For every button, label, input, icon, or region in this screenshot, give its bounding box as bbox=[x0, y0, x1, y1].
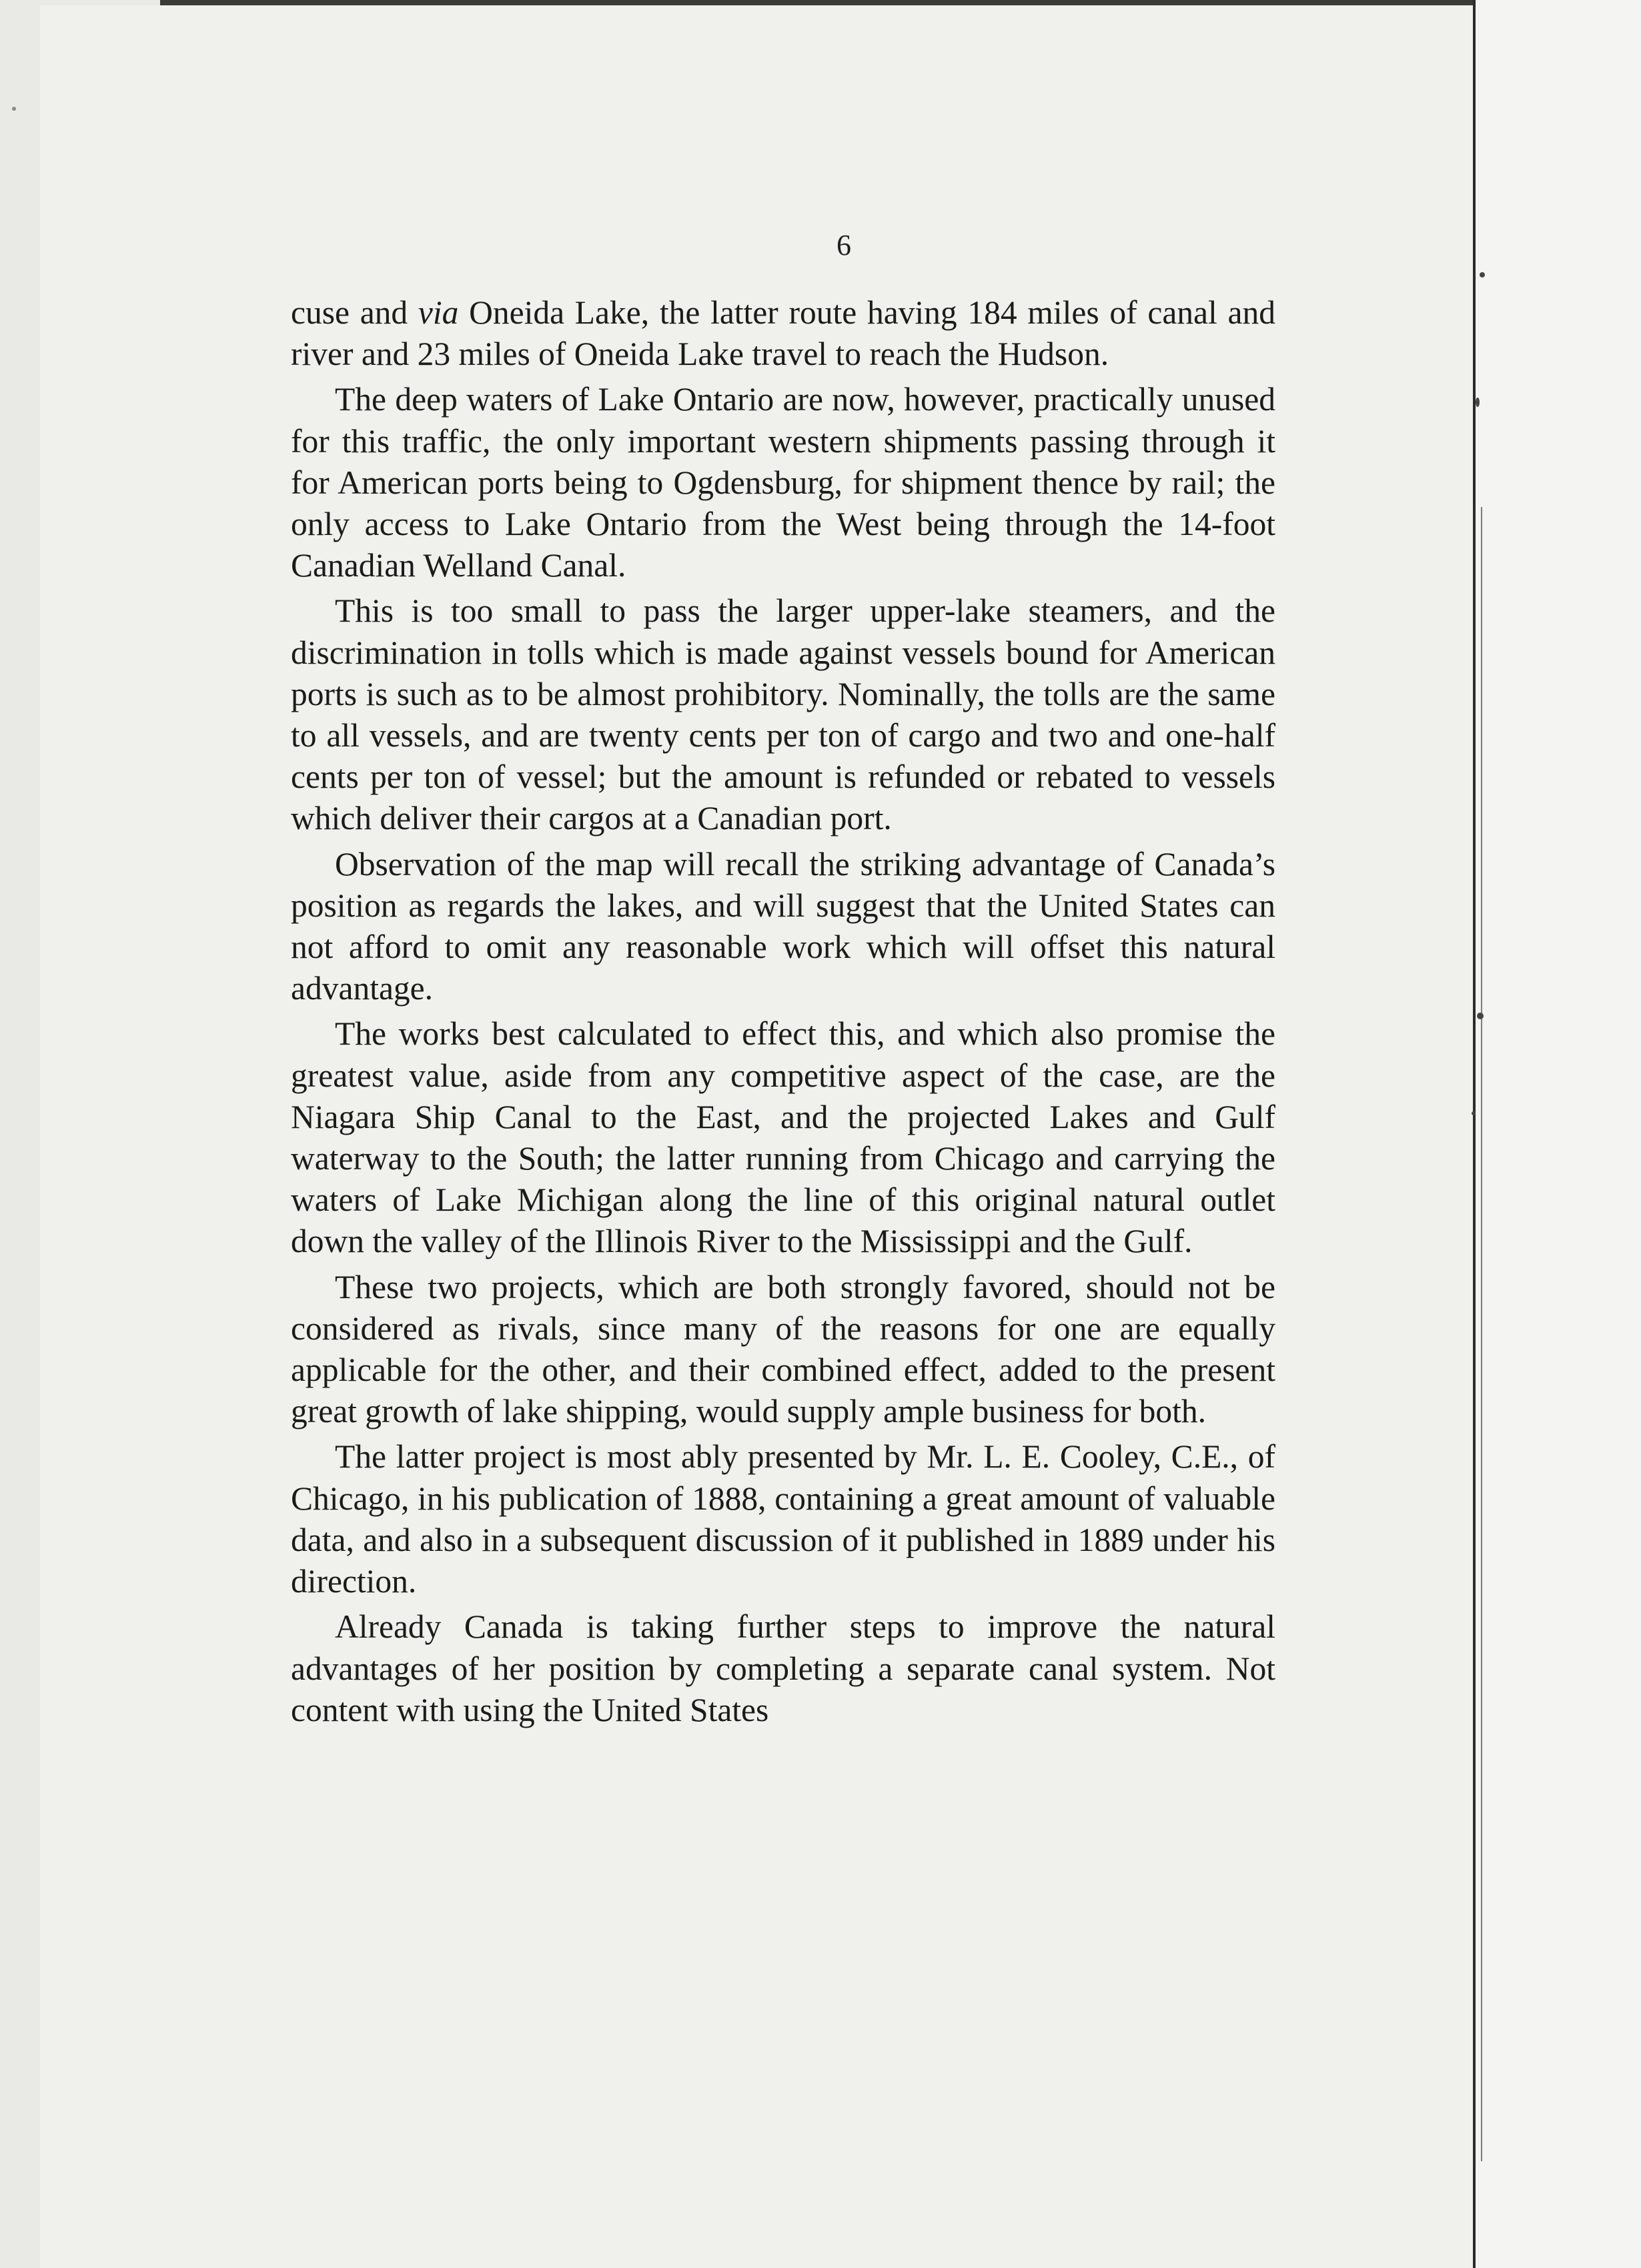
paragraph-text: Observation of the map will recall the striking advantage of Canada’s position as regards the lakes, and will suggest that the United States can not afford to omit any reasonable work which will offset this natural advantage. bbox=[291, 845, 1275, 1007]
paragraph-text: The deep waters of Lake Ontario are now, however, practically unused for this traffic, the only important western shipments passing through it for American ports being to Ogdensburg, for shipment thence by rail; the only access to Lake Ontario from the West being through the 14-foot Canadian Welland Canal. bbox=[291, 381, 1275, 584]
paragraph-text: Already Canada is taking further steps to improve the natural advantages of her position by completing a separate canal system. Not content with using the United States bbox=[291, 1608, 1275, 1728]
facing-page-strip bbox=[1474, 0, 1641, 2268]
italic-text: via bbox=[418, 294, 459, 331]
paragraph bbox=[291, 1013, 1275, 1262]
paragraph-text: This is too small to pass the larger upper-lake steamers, and the discrimination in tolls which is made against vessels bound for American ports is such as to be almost prohibitory. Nominally, the tolls are the same to all vessels, and are twenty cents per ton of cargo and two and one-half cents per ton of vessel; but the amount is refunded or rebated to vessels which deliver their cargos at a Canadian port. bbox=[291, 592, 1275, 837]
paragraph bbox=[291, 844, 1275, 1010]
scan-speck bbox=[1472, 1111, 1476, 1115]
paragraph bbox=[291, 379, 1275, 586]
paragraph-text: The latter project is most ably presented by Mr. L. E. Cooley, C.E., of Chicago, in his publication of 1888, containing a great amount of valuable data, and also in a subsequent discussion of it published in 1889 under his direction. bbox=[291, 1438, 1275, 1600]
paragraph bbox=[291, 1436, 1275, 1602]
paragraph bbox=[291, 1267, 1275, 1433]
scan-speck bbox=[1480, 272, 1485, 277]
paragraph bbox=[291, 292, 1275, 375]
paragraph-text: The works best calculated to effect this, and which also promise the greatest value, aside from any competitive aspect of the case, are the Niagara Ship Canal to the East, and the projected Lakes and Gulf waterway to the South; the latter running from Chicago and carrying the waters of Lake Michigan along the line of this original natural outlet down the valley of the Illinois River to the Mississippi and the Gulf. bbox=[291, 1015, 1275, 1260]
scan-speck bbox=[1476, 398, 1480, 407]
scan-top-edge bbox=[160, 0, 1481, 5]
page-fold-line bbox=[1473, 0, 1476, 2268]
paragraph-text: These two projects, which are both strongly favored, should not be considered as rivals, since many of the reasons for one are equally applicable for the other, and their combined effect, added to the present great growth of lake shipping, would supply ample business for both. bbox=[291, 1268, 1275, 1430]
scan-speck bbox=[12, 107, 16, 111]
paragraph-text: Oneida Lake, the latter route having 184 miles of canal and river and 23 miles of Oneida Lake travel to reach the Hudson. bbox=[291, 294, 1275, 373]
paragraph-text: cuse and bbox=[291, 294, 418, 331]
page-number: 6 bbox=[837, 229, 851, 261]
page-edge-shadow bbox=[1481, 507, 1482, 2161]
scan-speck bbox=[1477, 1013, 1484, 1019]
paragraph bbox=[291, 590, 1275, 839]
body-text bbox=[291, 292, 1275, 1735]
paragraph bbox=[291, 1606, 1275, 1731]
